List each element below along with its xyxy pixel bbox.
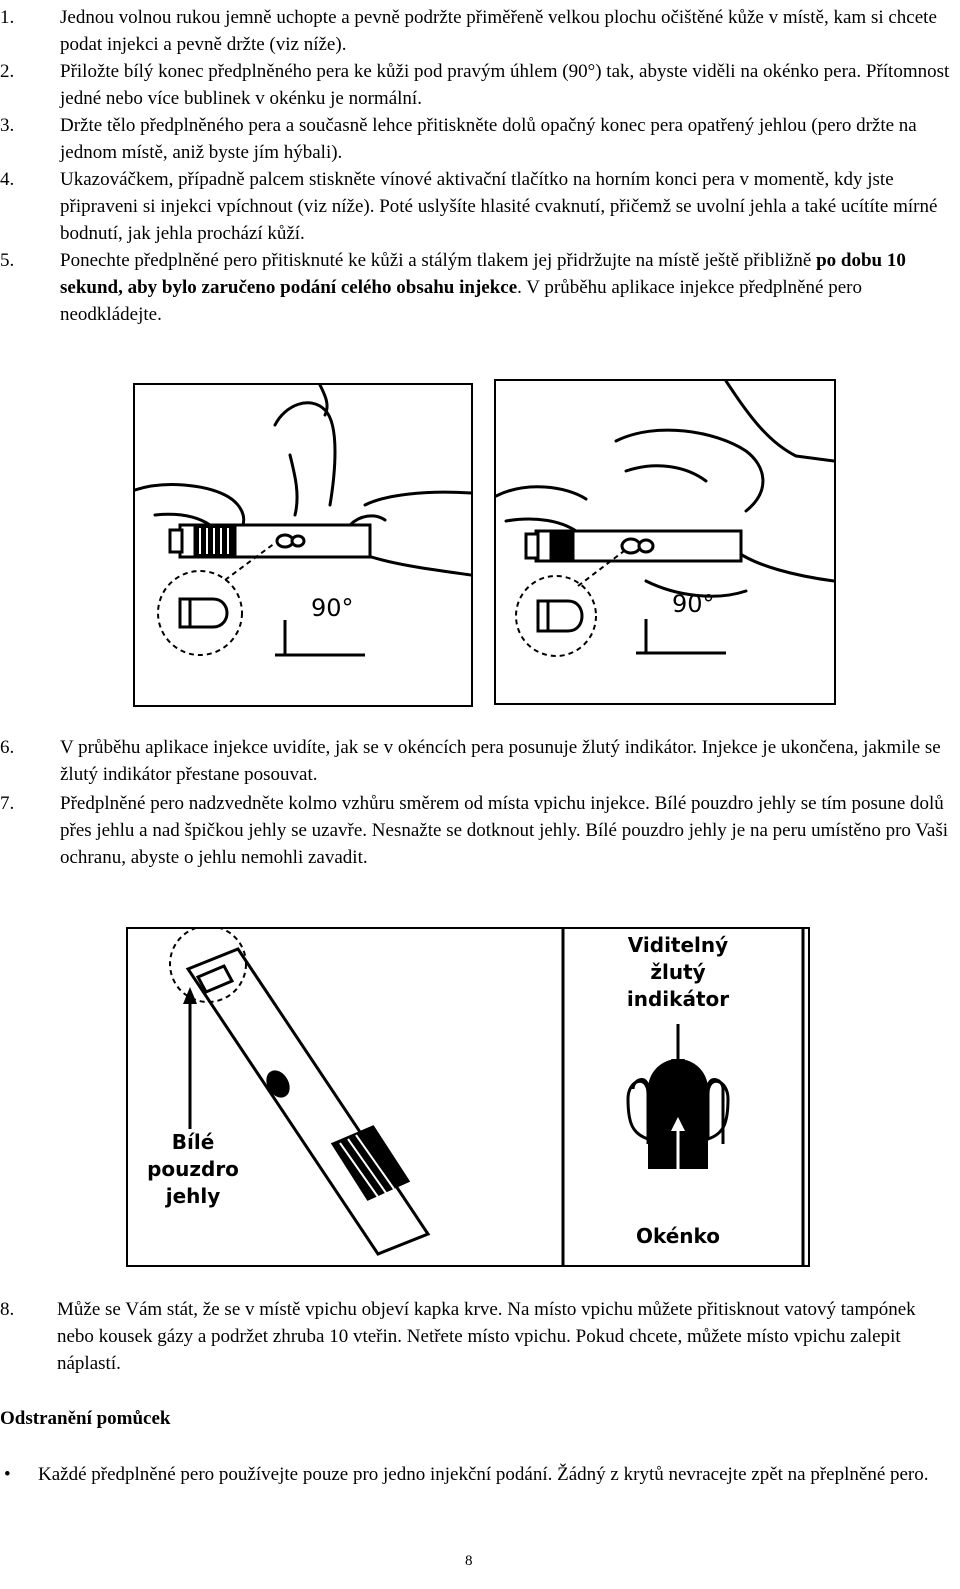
step-text: Přiložte bílý konec předplněného pera ke kůži pod pravým úhlem (90°) tak, abyste viděli na okénko pera. Přítomnost jedné nebo více bublinek v okénku je normální. bbox=[60, 61, 950, 109]
angle-label-right: 90° bbox=[672, 590, 715, 618]
cap-label-line: jehly bbox=[165, 1184, 221, 1208]
step-number: 3. bbox=[0, 115, 15, 136]
step-text: Může se Vám stát, že se v místě vpichu objeví kapka krve. Na místo vpichu můžete přitisknout vatový tampónek nebo kousek gázy a podržet zhruba 10 vteřin. Netřete místo vpichu. Pokud chcete, můžete místo vpichu zalepit náplastí. bbox=[57, 1299, 916, 1374]
hand-pen-drawing bbox=[135, 385, 471, 705]
step-number: 7. bbox=[0, 793, 15, 814]
pen-parts-illustration bbox=[126, 927, 810, 1267]
step-number: 5. bbox=[0, 250, 15, 271]
hand-pen-drawing bbox=[496, 381, 834, 703]
step-text: Ukazováčkem, případně palcem stiskněte vínové aktivační tlačítko na horním konci pera v momentě, kdy jste připraveni si injekci vpíchnout (viz níže). Poté uslyšíte hlasité cvaknutí, přičemž se uvolní jehla a také ucítíte mírné bodnutí, jak jehla prochází kůží. bbox=[60, 169, 938, 244]
angle-label-left: 90° bbox=[311, 594, 354, 622]
step-number: 8. bbox=[0, 1299, 15, 1320]
injection-illustration-left bbox=[133, 383, 473, 707]
indicator-label-line: Viditelný bbox=[627, 933, 729, 957]
window-label: Okénko bbox=[635, 1224, 721, 1248]
step-text-bold: po dobu 10 sekund, aby bylo zaručeno podání celého obsahu injekce bbox=[60, 250, 906, 298]
cap-label-line: Bílé bbox=[171, 1130, 215, 1154]
step-number: 1. bbox=[0, 7, 15, 28]
step-text-part: Ponechte předplněné pero přitisknuté ke kůži a stálým tlakem jej přidržujte na místě ještě přibližně bbox=[60, 250, 817, 271]
injection-illustration-right bbox=[494, 379, 836, 705]
step-text: V průběhu aplikace injekce uvidíte, jak se v okéncích pera posunuje žlutý indikátor. Injekce je ukončena, jakmile se žlutý indikátor přestane posouvat. bbox=[60, 737, 941, 785]
step-number: 2. bbox=[0, 61, 15, 82]
step-text bbox=[60, 247, 950, 328]
cap-label-line: pouzdro bbox=[147, 1157, 239, 1181]
step-text-part: . V průběhu aplikace injekce předplněné pero neodkládejte. bbox=[60, 277, 862, 325]
indicator-label-line: indikátor bbox=[626, 987, 730, 1011]
page-number: 8 bbox=[465, 1553, 473, 1569]
indicator-label-line: žlutý bbox=[650, 960, 706, 984]
bullet-text: Každé předplněné pero používejte pouze pro jedno injekční podání. Žádný z krytů nevracejte zpět na přeplněné pero. bbox=[38, 1464, 929, 1485]
indicator-label bbox=[588, 932, 768, 1013]
step-text: Držte tělo předplněného pera a současně lehce přitiskněte dolů opačný konec pera opatřený jehlou (pero držte na jednom místě, aniž byste jím hýbali). bbox=[60, 115, 917, 163]
step-number: 6. bbox=[0, 737, 15, 758]
step-number: 4. bbox=[0, 169, 15, 190]
bullet-symbol: • bbox=[4, 1464, 11, 1485]
step-text: Jednou volnou rukou jemně uchopte a pevně podržte přiměřeně velkou plochu očištěné kůže v místě, kam si chcete podat injekci a pevně držte (viz níže). bbox=[60, 7, 937, 55]
step-text: Předplněné pero nadzvedněte kolmo vzhůru směrem od místa vpichu injekce. Bílé pouzdro jehly se tím posune dolů přes jehlu a nad špičkou jehly se uzavře. Nesnažte se dotknout jehly. Bílé pouzdro jehly je na peru umístěno pro Vaši ochranu, abyste o jehlu nemohli zavadit. bbox=[60, 793, 949, 868]
section-heading: Odstranění pomůcek bbox=[0, 1408, 171, 1429]
cap-label bbox=[138, 1129, 248, 1210]
